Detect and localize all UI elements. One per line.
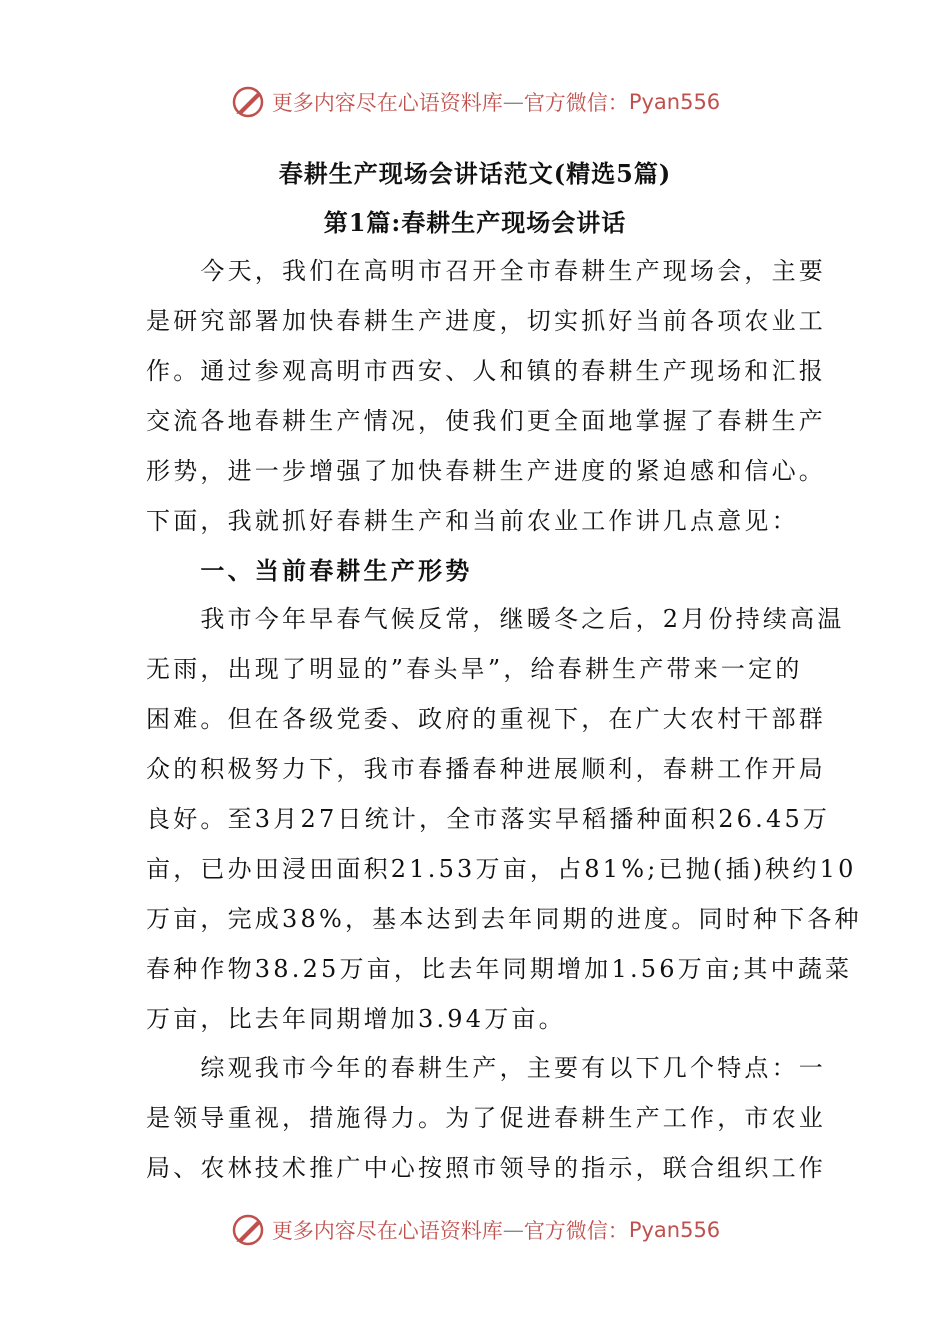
chapter-title: 第1篇:春耕生产现场会讲话 [323, 208, 627, 237]
watermark-separator: — [502, 1218, 524, 1242]
document-title: 春耕生产现场会讲话范文(精选5篇) [278, 159, 672, 188]
watermark-label: 官方微信： [523, 1219, 629, 1243]
text-line: 良好。至3月27日统计，全市落实早稻播种面积26.45万 [146, 805, 831, 833]
text-line: 今天，我们在高明市召开全市春耕生产现场会，主要 [146, 257, 826, 285]
text-line: 形势，进一步增强了加快春耕生产进度的紧迫感和信心。 [146, 457, 826, 485]
text-line: 万亩，完成38%，基本达到去年同期的进度。同时种下各种 [146, 905, 862, 933]
text-line: 亩，已办田浸田面积21.53万亩，占81%;已抛(插)秧约10 [146, 855, 857, 883]
text-line: 众的积极努力下，我市春播春种进展顺利，春耕工作开局 [146, 755, 826, 783]
watermark-text: 更多内容尽在心语资料库 [271, 91, 503, 115]
text-line: 困难。但在各级党委、政府的重视下，在广大农村干部群 [146, 705, 826, 733]
text-line: 局、农林技术推广中心按照市领导的指示，联合组织工作 [146, 1154, 826, 1182]
watermark-top [0, 84, 950, 120]
text-line: 是研究部署加快春耕生产进度，切实抓好当前各项农业工 [146, 307, 826, 335]
paragraph-3 [146, 1043, 826, 1193]
watermark-id: Pyan556 [628, 90, 721, 114]
watermark-separator: — [502, 90, 524, 114]
pen-circle-icon [230, 1212, 266, 1248]
watermark-label: 官方微信： [523, 91, 629, 115]
pen-circle-icon [230, 84, 266, 120]
text-line: 是领导重视，措施得力。为了促进春耕生产工作，市农业 [146, 1104, 826, 1132]
watermark-id: Pyan556 [628, 1218, 721, 1242]
heading-text: 一、当前春耕生产形势 [146, 556, 473, 585]
section-heading [146, 546, 810, 596]
text-line: 作。通过参观高明市西安、人和镇的春耕生产现场和汇报 [146, 357, 826, 385]
paragraph-2 [146, 594, 862, 1044]
text-line: 下面，我就抓好春耕生产和当前农业工作讲几点意见： [146, 507, 799, 535]
text-line: 交流各地春耕生产情况，使我们更全面地掌握了春耕生产 [146, 407, 826, 435]
text-line: 我市今年早春气候反常，继暖冬之后，2月份持续高温 [146, 605, 845, 633]
text-line: 综观我市今年的春耕生产，主要有以下几个特点：一 [146, 1054, 826, 1082]
watermark-text: 更多内容尽在心语资料库 [271, 1219, 503, 1243]
text-line: 万亩，比去年同期增加3.94万亩。 [146, 1005, 566, 1033]
text-line: 春种作物38.25万亩，比去年同期增加1.56万亩;其中蔬菜 [146, 955, 853, 983]
paragraph-1 [146, 246, 826, 546]
watermark-bottom [0, 1212, 950, 1248]
text-line: 无雨，出现了明显的”春头旱”，给春耕生产带来一定的 [146, 655, 803, 683]
